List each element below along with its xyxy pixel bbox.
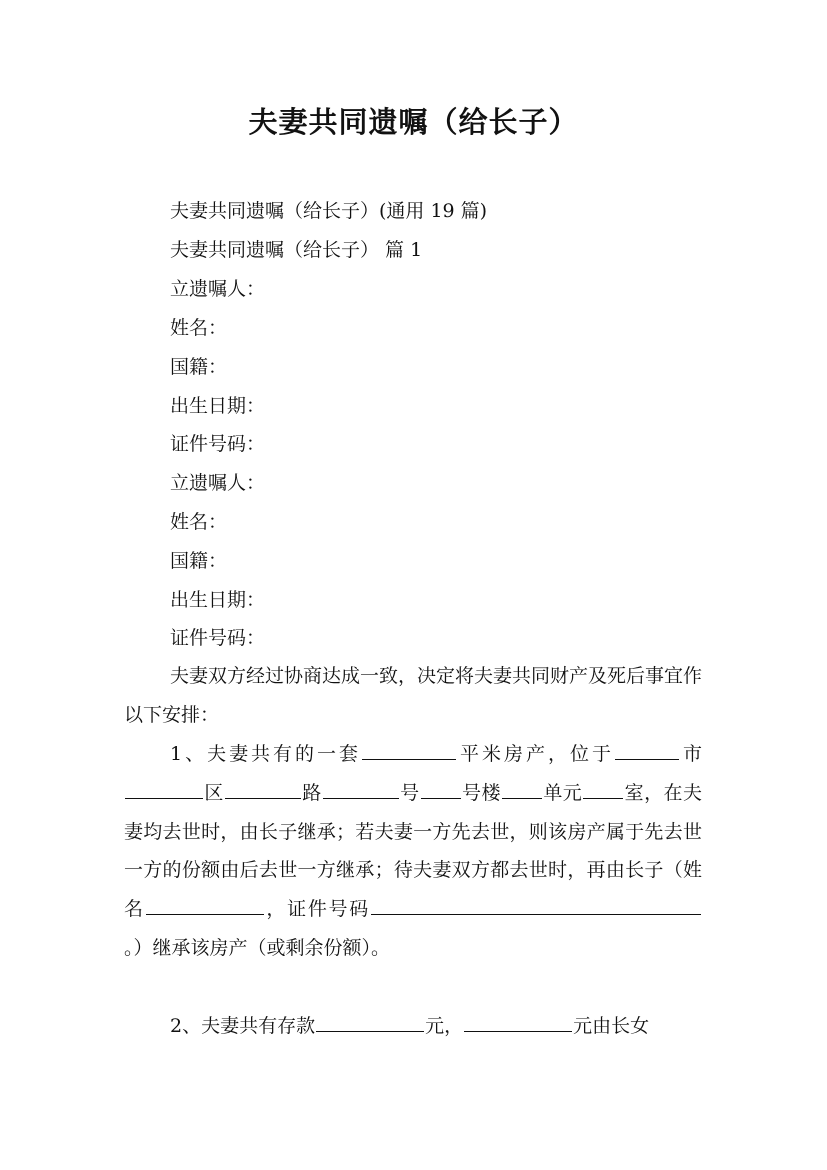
road-blank	[225, 780, 301, 799]
district-blank	[125, 780, 203, 799]
clause-2-text-1: 2、夫妻共有存款	[170, 1015, 316, 1037]
testator-2-birthdate-label: 出生日期：	[170, 589, 266, 611]
testator-1-nationality-label: 国籍：	[170, 356, 228, 378]
clause-1-text-11: 。）继承该房产（或剩余份额）。	[124, 936, 391, 959]
clause-1-text-5: 路	[301, 781, 322, 804]
clause-2-text-3: 元由长女	[573, 1015, 650, 1037]
building-blank	[421, 780, 461, 799]
unit-blank	[502, 780, 542, 799]
clause-1-paragraph	[124, 735, 702, 968]
clause-1-text-8: 单元	[542, 781, 583, 804]
number-blank	[323, 780, 399, 799]
section-heading: 夫妻共同遗嘱（给长子） 篇 1	[170, 239, 423, 261]
son-name-blank	[146, 896, 264, 915]
clause-1-text-4: 区	[204, 781, 224, 804]
intro-paragraph	[124, 657, 702, 735]
testator-2-nationality-label: 国籍：	[170, 550, 228, 572]
clause-1-text-9: 室，在夫妻均去世时，由长子继承；若夫妻一方先去世，则该房产属于先去世一方的份额由后去世一方继承；待夫妻双方都去世时，再由长子（姓名	[124, 781, 702, 921]
document-title: 夫妻共同遗嘱（给长子）	[248, 105, 579, 139]
testator-1-id-label: 证件号码：	[170, 433, 266, 455]
clause-1-text-6: 号	[399, 781, 420, 804]
clause-2-text-2: 元，	[425, 1015, 464, 1037]
clause-1-text-3: 市	[679, 743, 702, 765]
document-subtitle: 夫妻共同遗嘱（给长子）(通用 19 篇)	[170, 200, 488, 222]
area-blank	[362, 741, 456, 760]
clause-1-text-10: ，证件号码	[264, 898, 370, 921]
testator-2-label: 立遗嘱人：	[170, 472, 266, 494]
city-blank	[615, 741, 679, 760]
deposit-blank	[316, 1013, 424, 1032]
testator-2-id-label: 证件号码：	[170, 627, 266, 649]
testator-1-name-label: 姓名：	[170, 317, 228, 339]
clause-1-text-1: 1、夫妻共有的一套	[170, 743, 362, 765]
testator-1-birthdate-label: 出生日期：	[170, 395, 266, 417]
intro-text: 夫妻双方经过协商达成一致，决定将夫妻共同财产及死后事宜作以下安排：	[124, 665, 703, 726]
clause-2-paragraph	[124, 1007, 702, 1046]
clause-1-text-2: 平米房产，位于	[457, 743, 614, 765]
son-id-blank	[371, 896, 701, 915]
daughter-amount-blank	[464, 1013, 572, 1032]
testator-1-label: 立遗嘱人：	[170, 278, 266, 300]
room-blank	[583, 780, 623, 799]
testator-2-name-label: 姓名：	[170, 511, 228, 533]
clause-1-text-7: 号楼	[461, 781, 501, 804]
